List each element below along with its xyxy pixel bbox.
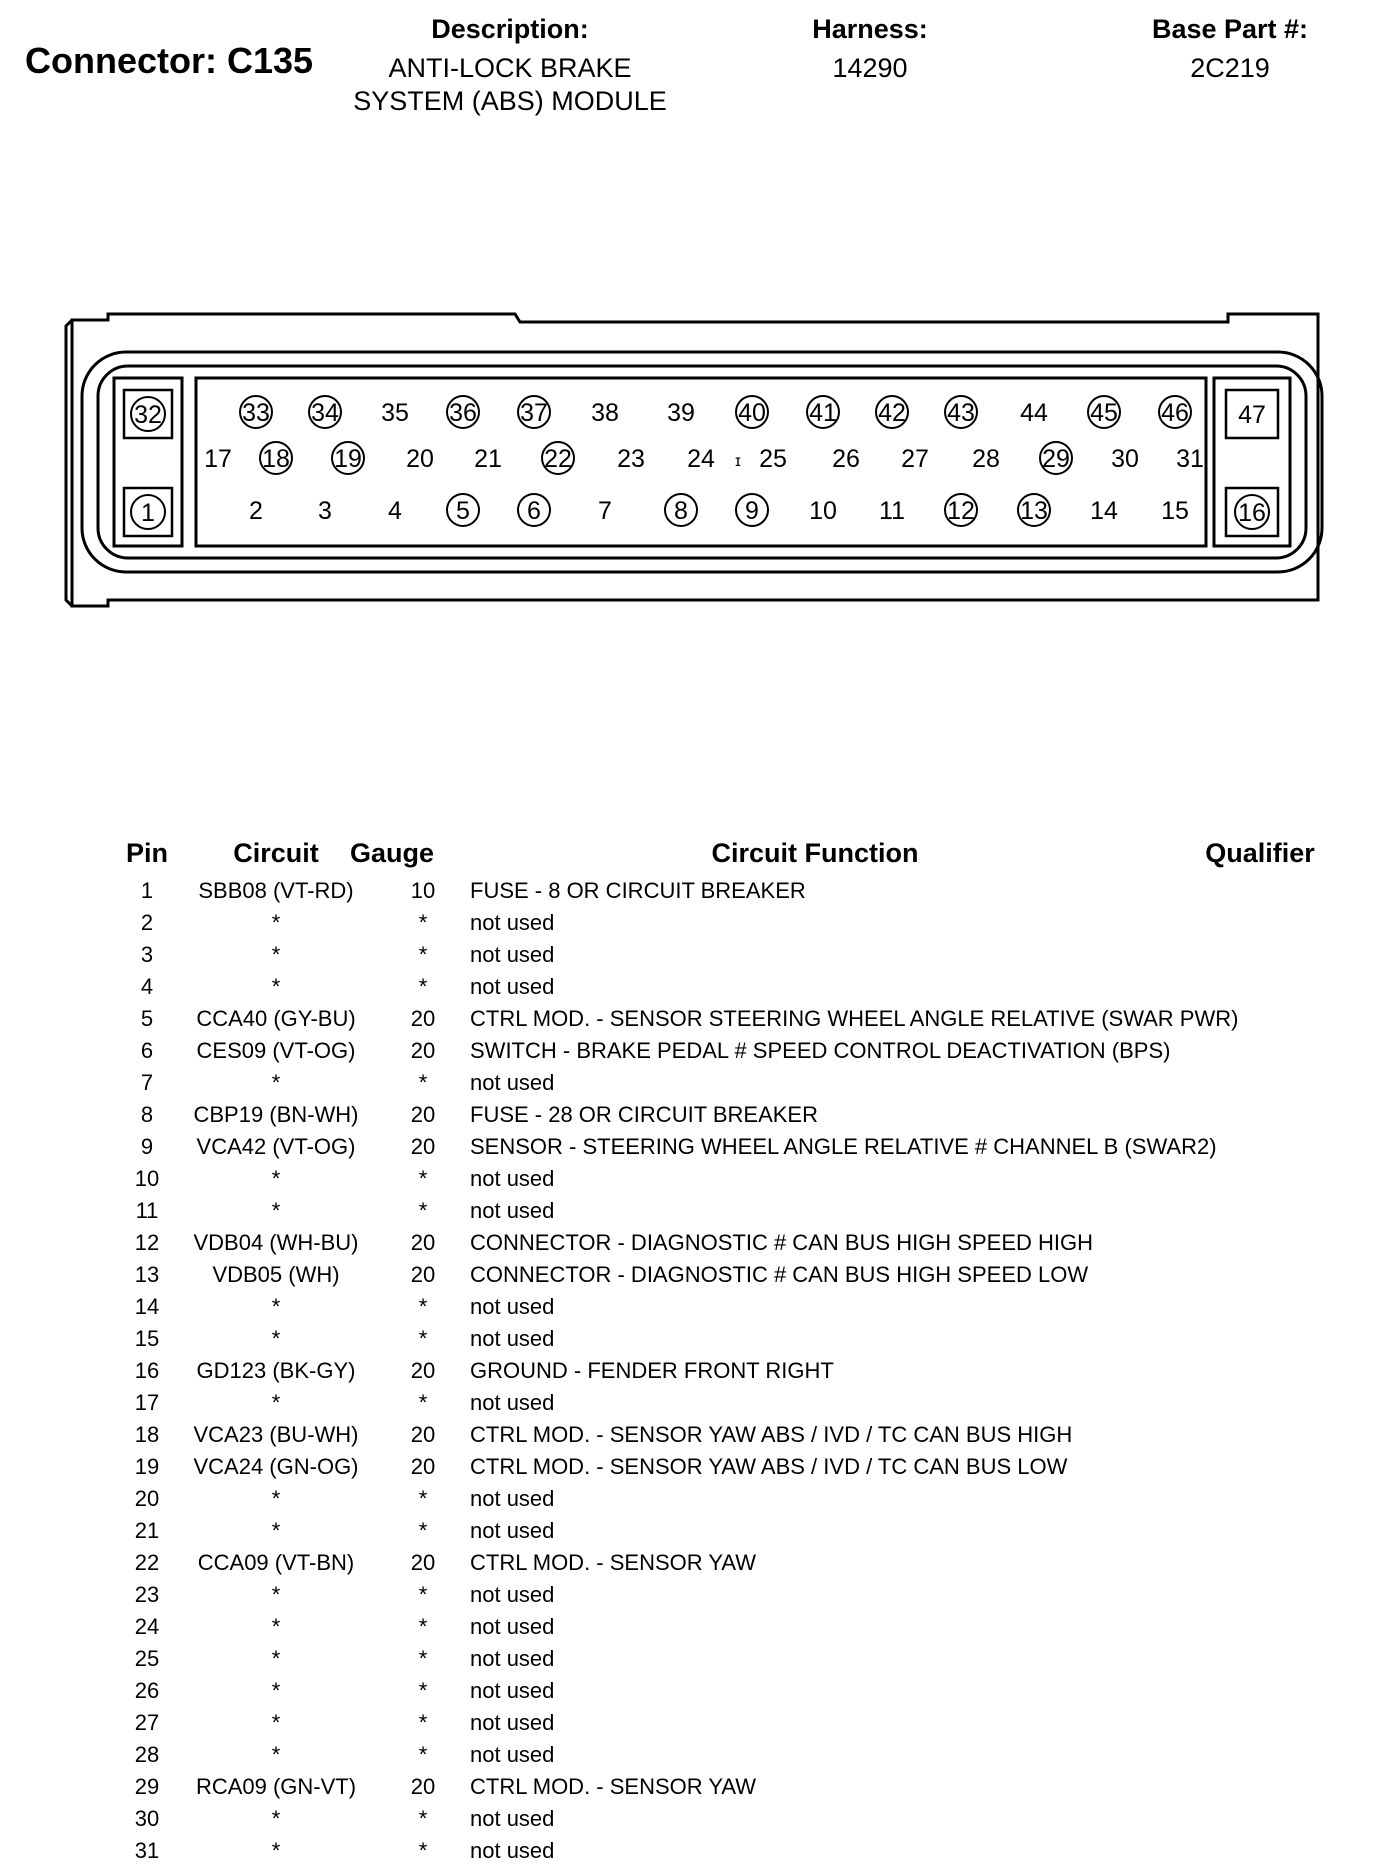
pin-label: 43 <box>947 399 975 427</box>
pin-label: 34 <box>311 399 339 427</box>
function-cell: not used <box>470 1166 555 1191</box>
gauge-cell: * <box>418 1806 428 1831</box>
gauge-cell: * <box>418 1070 428 1095</box>
pin-20 <box>406 445 434 473</box>
function-cell: GROUND - FENDER FRONT RIGHT <box>470 1358 834 1383</box>
gauge-cell: 20 <box>410 1134 436 1159</box>
circuit-cell: * <box>271 1838 281 1863</box>
function-cell: not used <box>470 1326 555 1351</box>
pin-label: 21 <box>474 445 502 473</box>
pin-cell: 28 <box>134 1742 160 1767</box>
pin-label: 28 <box>972 445 1000 473</box>
pin-label: 31 <box>1176 445 1204 473</box>
pin-label: 42 <box>878 399 906 427</box>
pin-label: 2 <box>249 497 263 525</box>
table-row <box>118 1643 1240 1675</box>
circuit-cell: * <box>271 1518 281 1543</box>
table-row <box>118 1195 1240 1227</box>
pin-37 <box>518 396 550 428</box>
pin-cell: 16 <box>134 1358 160 1383</box>
pin-14 <box>1090 497 1118 525</box>
pin-cell: 17 <box>134 1390 160 1415</box>
pin-11 <box>879 497 905 525</box>
description-line-2: SYSTEM (ABS) MODULE <box>353 86 667 116</box>
pin-cell: 10 <box>134 1166 160 1191</box>
pin-cell: 12 <box>134 1230 160 1255</box>
table-row <box>118 1003 1240 1035</box>
pin-32 <box>131 397 165 431</box>
pin-label: 36 <box>449 399 477 427</box>
pin-label: 5 <box>456 497 470 525</box>
pin-28 <box>972 445 1000 473</box>
harness-value: 14290 <box>832 53 908 83</box>
function-cell: CTRL MOD. - SENSOR STEERING WHEEL ANGLE RELATIVE (SWAR PWR) <box>470 1006 1239 1031</box>
pin-cell: 25 <box>134 1646 160 1671</box>
gauge-cell: * <box>418 910 428 935</box>
pin-cell: 19 <box>134 1454 160 1479</box>
pin-label: 6 <box>527 497 541 525</box>
pin-label: 32 <box>134 401 162 429</box>
circuit-cell: * <box>271 1582 281 1607</box>
pin-16 <box>1235 495 1269 529</box>
pin-cell: 18 <box>134 1422 160 1447</box>
circuit-cell: VCA23 (BU-WH) <box>193 1422 359 1447</box>
pin-label: 47 <box>1238 401 1266 429</box>
gauge-cell: * <box>418 1838 428 1863</box>
pin-label: 12 <box>947 497 975 525</box>
pin-26 <box>832 445 860 473</box>
pin-cell: 13 <box>134 1262 160 1287</box>
pin-34 <box>309 396 341 428</box>
pin-35 <box>381 399 409 427</box>
pin-41 <box>807 396 839 428</box>
pin-label: 38 <box>591 399 619 427</box>
column-header-circuit: Circuit <box>233 838 319 868</box>
pin-9 <box>736 494 768 526</box>
table-row <box>118 1675 1240 1707</box>
function-cell: not used <box>470 910 555 935</box>
column-header-circuit-function: Circuit Function <box>711 838 919 868</box>
gauge-cell: 20 <box>410 1038 436 1063</box>
pin-cell: 5 <box>140 1006 154 1031</box>
function-cell: SENSOR - STEERING WHEEL ANGLE RELATIVE # CHANNEL B (SWAR2) <box>470 1134 1217 1159</box>
gauge-cell: * <box>418 942 428 967</box>
table-row <box>118 971 1240 1003</box>
function-cell: FUSE - 8 OR CIRCUIT BREAKER <box>470 878 806 903</box>
function-cell: not used <box>470 1742 555 1767</box>
function-cell: not used <box>470 1486 555 1511</box>
circuit-cell: * <box>271 910 281 935</box>
circuit-cell: * <box>271 1646 281 1671</box>
pin-cell: 9 <box>140 1134 154 1159</box>
function-cell: CTRL MOD. - SENSOR YAW <box>470 1550 757 1575</box>
pin-label: 11 <box>879 497 905 525</box>
function-cell: not used <box>470 1070 555 1095</box>
circuit-cell: VDB04 (WH-BU) <box>193 1230 359 1255</box>
pin-label: 26 <box>832 445 860 473</box>
table-row <box>118 1291 1240 1323</box>
table-row <box>118 907 1240 939</box>
circuit-cell: * <box>271 1326 281 1351</box>
function-cell: not used <box>470 1582 555 1607</box>
pin-40 <box>736 396 768 428</box>
table-row <box>118 1771 1240 1803</box>
column-header-gauge: Gauge <box>349 838 435 868</box>
pin-cell: 22 <box>134 1550 160 1575</box>
connector-title: Connector: C135 <box>25 40 314 81</box>
pin-cell: 14 <box>134 1294 160 1319</box>
pin-46 <box>1159 396 1191 428</box>
pin-47 <box>1238 401 1266 429</box>
pin-cell: 2 <box>140 910 154 935</box>
circuit-cell: CES09 (VT-OG) <box>196 1038 356 1063</box>
function-cell: CTRL MOD. - SENSOR YAW <box>470 1774 757 1799</box>
table-row <box>118 1483 1240 1515</box>
column-header-pin: Pin <box>125 838 168 868</box>
description-label: Description: <box>431 14 589 44</box>
pin-label: 25 <box>759 445 787 473</box>
pin-45 <box>1088 396 1120 428</box>
function-cell: not used <box>470 1646 555 1671</box>
pin-label: 24 <box>687 445 715 473</box>
table-row <box>118 1835 1240 1867</box>
pin-30 <box>1111 445 1139 473</box>
pin-12 <box>945 494 977 526</box>
gauge-cell: * <box>418 1678 428 1703</box>
function-cell: not used <box>470 1614 555 1639</box>
circuit-cell: * <box>271 1070 281 1095</box>
function-cell: not used <box>470 1198 555 1223</box>
pinout-table-body <box>118 875 1240 1867</box>
pin-1 <box>131 495 165 529</box>
pin-31 <box>1176 445 1204 473</box>
gauge-cell: * <box>418 1582 428 1607</box>
pin-25 <box>759 445 787 473</box>
function-cell: CONNECTOR - DIAGNOSTIC # CAN BUS HIGH SPEED LOW <box>470 1262 1089 1287</box>
function-cell: not used <box>470 1806 555 1831</box>
pin-label: 41 <box>809 399 837 427</box>
function-cell: CTRL MOD. - SENSOR YAW ABS / IVD / TC CAN BUS HIGH <box>470 1422 1073 1447</box>
circuit-cell: * <box>271 1198 281 1223</box>
pin-33 <box>240 396 272 428</box>
pin-label: 9 <box>745 497 759 525</box>
table-row <box>118 1387 1240 1419</box>
description-value <box>330 52 690 118</box>
base-part-value: 2C219 <box>1190 53 1270 83</box>
table-row <box>118 1611 1240 1643</box>
pin-22 <box>542 442 574 474</box>
pin-label: 20 <box>406 445 434 473</box>
pin-42 <box>876 396 908 428</box>
pin-23 <box>617 445 645 473</box>
pin-44 <box>1020 399 1048 427</box>
pin-label: 7 <box>598 497 612 525</box>
function-cell: not used <box>470 942 555 967</box>
function-cell: FUSE - 28 OR CIRCUIT BREAKER <box>470 1102 818 1127</box>
table-row <box>118 1739 1240 1771</box>
pin-label: 13 <box>1020 497 1048 525</box>
pin-18 <box>260 442 292 474</box>
gauge-cell: 20 <box>410 1774 436 1799</box>
gauge-cell: 20 <box>410 1358 436 1383</box>
table-row <box>118 1355 1240 1387</box>
gauge-cell: * <box>418 1518 428 1543</box>
pin-8 <box>665 494 697 526</box>
pin-2 <box>249 497 263 525</box>
circuit-cell: VCA24 (GN-OG) <box>193 1454 359 1479</box>
table-row <box>118 1067 1240 1099</box>
pin-label: 16 <box>1238 499 1266 527</box>
circuit-cell: * <box>271 1742 281 1767</box>
pin-label: 19 <box>334 445 362 473</box>
pin-label: 8 <box>674 497 688 525</box>
table-row <box>118 875 1240 907</box>
column-header-qualifier: Qualifier <box>1205 838 1315 868</box>
gauge-cell: 20 <box>410 1262 436 1287</box>
gauge-cell: * <box>418 1646 428 1671</box>
gauge-cell: * <box>418 1294 428 1319</box>
pin-39 <box>667 399 695 427</box>
pin-cell: 4 <box>140 974 154 999</box>
function-cell: SWITCH - BRAKE PEDAL # SPEED CONTROL DEACTIVATION (BPS) <box>470 1038 1171 1063</box>
pin-label: 3 <box>318 497 332 525</box>
pin-10 <box>809 497 837 525</box>
pin-36 <box>447 396 479 428</box>
gauge-cell: * <box>418 1390 428 1415</box>
pin-cell: 7 <box>140 1070 154 1095</box>
circuit-cell: * <box>271 1614 281 1639</box>
pin-15 <box>1161 497 1189 525</box>
gauge-cell: * <box>418 1198 428 1223</box>
gauge-cell: 20 <box>410 1230 436 1255</box>
pin-cell: 23 <box>134 1582 160 1607</box>
table-row <box>118 1547 1240 1579</box>
circuit-cell: * <box>271 1294 281 1319</box>
gauge-cell: 10 <box>410 878 436 903</box>
table-row <box>118 1419 1240 1451</box>
table-row <box>118 1227 1240 1259</box>
gauge-cell: * <box>418 1326 428 1351</box>
pin-cell: 8 <box>140 1102 154 1127</box>
base-part-label: Base Part #: <box>1151 14 1309 44</box>
circuit-cell: * <box>271 1166 281 1191</box>
pin-cell: 30 <box>134 1806 160 1831</box>
table-row <box>118 1803 1240 1835</box>
pin-38 <box>591 399 619 427</box>
function-cell: not used <box>470 1838 555 1863</box>
circuit-cell: * <box>271 1710 281 1735</box>
pin-label: 17 <box>204 445 232 473</box>
circuit-cell: CCA09 (VT-BN) <box>197 1550 355 1575</box>
pin-label: 22 <box>544 445 572 473</box>
pin-label: 14 <box>1090 497 1118 525</box>
pin-label: 39 <box>667 399 695 427</box>
pin-cell: 1 <box>140 878 154 903</box>
description-line-1: ANTI-LOCK BRAKE <box>388 53 632 83</box>
pin-27 <box>901 445 929 473</box>
table-row <box>118 1579 1240 1611</box>
pin-17 <box>204 445 232 473</box>
pin-24 <box>687 445 715 473</box>
pinout-table <box>118 875 1240 1867</box>
pin-label: 29 <box>1042 445 1070 473</box>
pin-label: 35 <box>381 399 409 427</box>
pin-label: 27 <box>901 445 929 473</box>
pin-3 <box>318 497 332 525</box>
circuit-cell: CCA40 (GY-BU) <box>196 1006 356 1031</box>
pin-label: 33 <box>242 399 270 427</box>
table-row <box>118 1259 1240 1291</box>
gauge-cell: * <box>418 1742 428 1767</box>
circuit-cell: * <box>271 1678 281 1703</box>
pin-cell: 3 <box>140 942 154 967</box>
pin-7 <box>598 497 612 525</box>
pin-29 <box>1040 442 1072 474</box>
circuit-cell: * <box>271 974 281 999</box>
circuit-cell: SBB08 (VT-RD) <box>198 878 354 903</box>
circuit-cell: * <box>271 942 281 967</box>
circuit-cell: RCA09 (GN-VT) <box>195 1774 357 1799</box>
table-row <box>118 939 1240 971</box>
circuit-cell: * <box>271 1390 281 1415</box>
gauge-cell: * <box>418 1166 428 1191</box>
gauge-cell: * <box>418 974 428 999</box>
pin-label: 1 <box>141 499 155 527</box>
function-cell: not used <box>470 1678 555 1703</box>
pin-19 <box>332 442 364 474</box>
pin-label: 18 <box>262 445 290 473</box>
function-cell: not used <box>470 974 555 999</box>
table-row <box>118 1323 1240 1355</box>
function-cell: not used <box>470 1294 555 1319</box>
pin-label: 23 <box>617 445 645 473</box>
table-row <box>118 1707 1240 1739</box>
pin-label: 45 <box>1090 399 1118 427</box>
gauge-cell: 20 <box>410 1454 436 1479</box>
table-row <box>118 1035 1240 1067</box>
pin-label: 37 <box>520 399 548 427</box>
table-row <box>118 1131 1240 1163</box>
gauge-cell: * <box>418 1486 428 1511</box>
circuit-cell: GD123 (BK-GY) <box>196 1358 356 1383</box>
pin-cell: 21 <box>134 1518 160 1543</box>
gauge-cell: 20 <box>410 1550 436 1575</box>
gauge-cell: * <box>418 1710 428 1735</box>
pin-21 <box>474 445 502 473</box>
pin-cell: 27 <box>134 1710 160 1735</box>
table-row <box>118 1515 1240 1547</box>
gauge-cell: * <box>418 1614 428 1639</box>
pin-6 <box>518 494 550 526</box>
function-cell: not used <box>470 1390 555 1415</box>
pin-label: 40 <box>738 399 766 427</box>
pin-cell: 6 <box>140 1038 154 1063</box>
circuit-cell: VCA42 (VT-OG) <box>196 1134 356 1159</box>
gauge-cell: 20 <box>410 1422 436 1447</box>
harness-label: Harness: <box>812 14 928 44</box>
pin-label: 44 <box>1020 399 1048 427</box>
pin-label: 4 <box>388 497 402 525</box>
pin-cell: 29 <box>134 1774 160 1799</box>
pin-label: 30 <box>1111 445 1139 473</box>
connector-face-diagram <box>0 300 1392 630</box>
table-row <box>118 1163 1240 1195</box>
pin-43 <box>945 396 977 428</box>
pin-label: 10 <box>809 497 837 525</box>
circuit-cell: * <box>271 1806 281 1831</box>
pin-cell: 24 <box>134 1614 160 1639</box>
pin-5 <box>447 494 479 526</box>
table-row <box>118 1099 1240 1131</box>
function-cell: not used <box>470 1518 555 1543</box>
pin-13 <box>1018 494 1050 526</box>
function-cell: CTRL MOD. - SENSOR YAW ABS / IVD / TC CAN BUS LOW <box>470 1454 1068 1479</box>
gauge-cell: 20 <box>410 1102 436 1127</box>
pin-cell: 31 <box>134 1838 160 1863</box>
table-row <box>118 1451 1240 1483</box>
circuit-cell: VDB05 (WH) <box>212 1262 340 1287</box>
pin-cell: 26 <box>134 1678 160 1703</box>
pin-label: 15 <box>1161 497 1189 525</box>
function-cell: CONNECTOR - DIAGNOSTIC # CAN BUS HIGH SPEED HIGH <box>470 1230 1094 1255</box>
key-marker: ɪ <box>735 453 741 470</box>
pin-cell: 15 <box>134 1326 160 1351</box>
gauge-cell: 20 <box>410 1006 436 1031</box>
pin-cell: 11 <box>135 1198 159 1223</box>
circuit-cell: * <box>271 1486 281 1511</box>
circuit-cell: CBP19 (BN-WH) <box>193 1102 359 1127</box>
pin-4 <box>388 497 402 525</box>
pin-label: 46 <box>1161 399 1189 427</box>
function-cell: not used <box>470 1710 555 1735</box>
pin-cell: 20 <box>134 1486 160 1511</box>
